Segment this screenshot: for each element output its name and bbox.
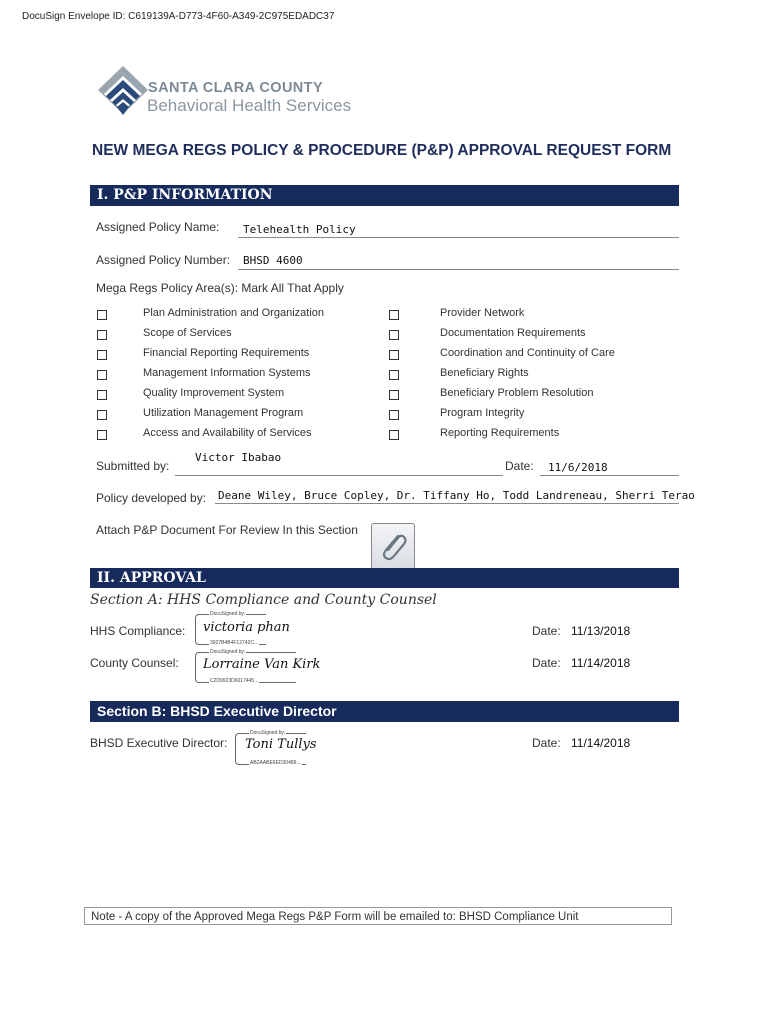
developed-label: Policy developed by: (96, 491, 207, 505)
section1-heading: I. P&P INFORMATION (90, 185, 679, 206)
checkbox-reporting-requirements[interactable] (389, 430, 399, 440)
counsel-date: 11/14/2018 (571, 656, 631, 670)
submitted-date-label: Date: (505, 459, 534, 473)
checkbox-mis[interactable] (97, 370, 107, 380)
policy-name-label: Assigned Policy Name: (96, 220, 220, 234)
section-a-heading: Section A: HHS Compliance and County Counsel (90, 592, 437, 608)
developed-field[interactable]: Deane Wiley, Bruce Copley, Dr. Tiffany Ho, Todd Landreneau, Sherri Terao (218, 489, 695, 502)
areas-label: Mega Regs Policy Area(s): Mark All That Apply (96, 281, 344, 295)
attach-button[interactable] (371, 523, 415, 571)
option-label: Program Integrity (440, 407, 525, 419)
section2-heading: II. APPROVAL (90, 568, 679, 588)
option-label: Beneficiary Rights (440, 367, 529, 379)
hhs-date: 11/13/2018 (571, 624, 631, 638)
option-label: Utilization Management Program (143, 407, 304, 419)
developed-underline (215, 503, 679, 504)
policy-number-field[interactable]: BHSD 4600 (243, 254, 303, 267)
section-b-heading: Section B: BHSD Executive Director (90, 701, 679, 722)
checkbox-quality-improvement[interactable] (97, 390, 107, 400)
option-label: Financial Reporting Requirements (143, 347, 310, 359)
option-label: Reporting Requirements (440, 427, 560, 439)
policy-number-underline (238, 269, 679, 270)
option-label: Beneficiary Problem Resolution (440, 387, 594, 399)
checkbox-plan-admin[interactable] (97, 310, 107, 320)
attach-label: Attach P&P Document For Review In this Section (96, 523, 358, 537)
counsel-docusigned-by: DocuSigned by: (210, 649, 246, 655)
option-label: Plan Administration and Organization (143, 307, 324, 319)
option-label: Scope of Services (143, 327, 232, 339)
logo-line1: SANTA CLARA COUNTY (148, 80, 324, 96)
logo-line2: Behavioral Health Services (147, 96, 352, 115)
counsel-signature-id: C2D9923D6017445... (210, 678, 259, 684)
hhs-signature-id: 3927B4B4F12742C... (210, 640, 259, 646)
option-label: Management Information Systems (143, 367, 311, 379)
submitted-underline (175, 475, 503, 476)
option-label: Coordination and Continuity of Care (440, 347, 615, 359)
option-label: Access and Availability of Services (143, 427, 312, 439)
counsel-label: County Counsel: (90, 656, 179, 670)
option-label: Provider Network (440, 307, 525, 319)
counsel-signature[interactable]: Lorraine Van Kirk (203, 657, 321, 672)
hhs-signature[interactable]: victoria phan (203, 620, 290, 635)
director-docusigned-by: DocuSigned by: (250, 730, 286, 736)
submitted-date-field[interactable]: 11/6/2018 (548, 461, 608, 474)
option-label: Documentation Requirements (440, 327, 586, 339)
director-date: 11/14/2018 (571, 736, 631, 750)
checkbox-documentation[interactable] (389, 330, 399, 340)
paperclip-icon (372, 524, 414, 570)
director-signature[interactable]: Toni Tullys (245, 737, 317, 752)
checkbox-problem-resolution[interactable] (389, 390, 399, 400)
checkbox-provider-network[interactable] (389, 310, 399, 320)
option-label: Quality Improvement System (143, 387, 285, 399)
policy-name-field[interactable]: Telehealth Policy (243, 223, 356, 236)
director-date-label: Date: (532, 736, 561, 750)
policy-name-underline (238, 237, 679, 238)
checkbox-scope-services[interactable] (97, 330, 107, 340)
checkbox-beneficiary-rights[interactable] (389, 370, 399, 380)
form-title: NEW MEGA REGS POLICY & PROCEDURE (P&P) APPROVAL REQUEST FORM (92, 142, 672, 159)
hhs-date-label: Date: (532, 624, 561, 638)
counsel-date-label: Date: (532, 656, 561, 670)
director-signature-id: AB2AABE6ED30489... (250, 760, 301, 766)
checkbox-program-integrity[interactable] (389, 410, 399, 420)
compliance-note: Note - A copy of the Approved Mega Regs P&P Form will be emailed to: BHSD Compliance Unit (84, 907, 672, 925)
hhs-docusigned-by: DocuSigned by: (210, 611, 246, 617)
hhs-label: HHS Compliance: (90, 624, 186, 638)
county-logo-icon (98, 66, 148, 118)
submitted-label: Submitted by: (96, 459, 170, 473)
checkbox-coordination[interactable] (389, 350, 399, 360)
checkbox-financial-reporting[interactable] (97, 350, 107, 360)
policy-number-label: Assigned Policy Number: (96, 253, 231, 267)
submitted-field[interactable]: Victor Ibabao (195, 451, 282, 464)
director-label: BHSD Executive Director: (90, 736, 228, 750)
checkbox-access-availability[interactable] (97, 430, 107, 440)
submitted-date-underline (540, 475, 679, 476)
checkbox-utilization-mgmt[interactable] (97, 410, 107, 420)
envelope-id: DocuSign Envelope ID: C619139A-D773-4F60-A349-2C975EDADC37 (22, 11, 335, 22)
